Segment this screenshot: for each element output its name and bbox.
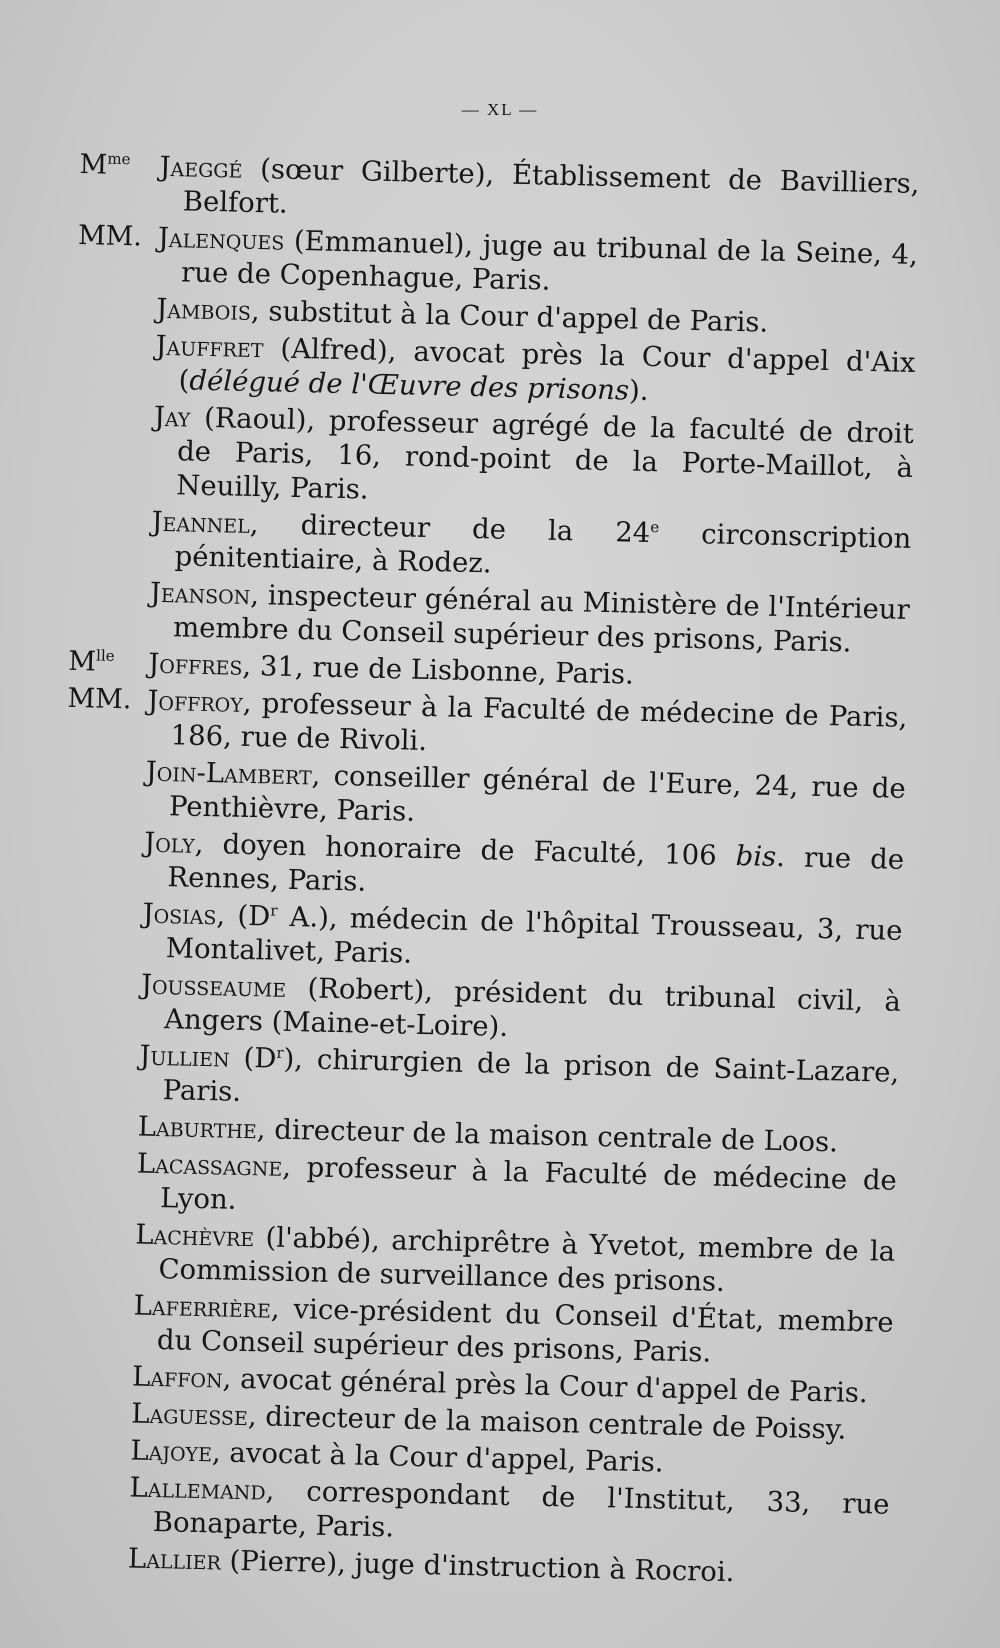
honorific-main: M bbox=[79, 148, 108, 181]
member-name: Jay bbox=[153, 400, 191, 434]
entry-text bbox=[150, 505, 911, 590]
member-details-continued: A.), médecin de l'hôpital Trousseau, 3, rue Montalivet, Paris. bbox=[165, 900, 903, 970]
entry-text bbox=[138, 1039, 899, 1124]
member-details-continued: . rue de Rennes, Paris. bbox=[167, 840, 905, 898]
entry-text bbox=[128, 1470, 889, 1555]
member-details: , avocat à la Cour d'appel, Paris. bbox=[211, 1436, 664, 1479]
page-header: — XL — bbox=[461, 100, 539, 119]
entry-text bbox=[143, 826, 904, 911]
member-name: Jauffret bbox=[155, 329, 264, 365]
honorific-prefix bbox=[51, 1432, 129, 1434]
member-name: Join-Lambert bbox=[145, 755, 313, 792]
entry-text bbox=[158, 150, 919, 235]
member-details: (Emmanuel), juge au tribunal de la Seine, 4, rue de Copenhague, Paris. bbox=[180, 224, 919, 297]
member-details: , inspecteur général au Ministère de l'Intérieur membre du Conseil supérieur des prisons, Paris. bbox=[172, 578, 911, 659]
honorific-main: M bbox=[67, 645, 97, 678]
honorific-prefix bbox=[57, 1145, 135, 1147]
member-name: Jambois bbox=[156, 292, 252, 327]
honorific-prefix bbox=[66, 753, 144, 755]
honorific-prefix bbox=[70, 574, 148, 576]
entry-text bbox=[141, 897, 902, 982]
member-details: (D bbox=[229, 1041, 277, 1075]
honorific-prefix bbox=[77, 290, 155, 292]
member-details: (sœur Gilberte), Établissement de Bavilliers, Belfort. bbox=[182, 152, 920, 220]
entry-text bbox=[146, 684, 907, 769]
italic-text: bis bbox=[735, 840, 777, 873]
member-details: , professeur à la Faculté de médecine de Lyon. bbox=[159, 1150, 898, 1216]
honorific-prefix bbox=[54, 1287, 132, 1289]
member-details: , 31, rue de Lisbonne, Paris. bbox=[242, 649, 635, 691]
member-details: , conseiller général de l'Eure, 24, rue de Penthièvre, Paris. bbox=[168, 759, 907, 828]
member-details: , directeur de la maison centrale de Poissy. bbox=[247, 1400, 847, 1446]
honorific-prefix bbox=[56, 1216, 134, 1218]
member-name: Jousseaume bbox=[140, 968, 287, 1004]
member-name: Lallemand bbox=[129, 1471, 267, 1507]
member-name: Joffroy bbox=[147, 684, 244, 719]
member-name: Laburthe bbox=[137, 1110, 258, 1146]
entry-text bbox=[145, 755, 906, 840]
member-details: , professeur à la Faculté de médecine de Paris, 186, rue de Rivoli. bbox=[170, 686, 908, 758]
entry-text bbox=[154, 329, 915, 414]
member-name: Laffon bbox=[131, 1360, 224, 1395]
honorific-prefix bbox=[53, 1358, 131, 1360]
member-name: Lachèvre bbox=[135, 1218, 255, 1254]
member-details-continued: ), chirurgien de la prison de Saint-Lazare, Paris. bbox=[162, 1042, 900, 1108]
honorific-prefix bbox=[78, 219, 157, 255]
member-details-continued: ). bbox=[628, 374, 649, 407]
member-name: Joly bbox=[143, 826, 196, 860]
honorific-prefix bbox=[76, 327, 154, 329]
honorific-prefix bbox=[58, 1108, 136, 1110]
member-details: , directeur de la 24 bbox=[249, 507, 651, 550]
honorific-prefix bbox=[74, 398, 152, 400]
member-name: Joffres bbox=[147, 647, 243, 682]
member-name: Jalenques bbox=[157, 221, 285, 257]
list-item bbox=[72, 398, 914, 519]
honorific-prefix bbox=[48, 1540, 126, 1542]
member-name: Lallier bbox=[127, 1542, 222, 1577]
honorific-prefix bbox=[68, 645, 147, 681]
member-details: , substitut à la Cour d'appel de Paris. bbox=[250, 294, 769, 339]
member-name: Jeannel bbox=[151, 505, 251, 540]
member-name: Josias bbox=[142, 897, 217, 932]
member-details: , (D bbox=[216, 899, 271, 933]
member-details: (Alfred), avocat près la Cour d'appel d'Aix ( bbox=[178, 332, 916, 397]
honorific-prefix bbox=[52, 1395, 130, 1397]
entry-text bbox=[133, 1289, 894, 1374]
entry-text bbox=[149, 576, 910, 661]
member-details: , vice-président du Conseil d'État, membre du Conseil supérieur des prisons, Paris. bbox=[156, 1292, 894, 1369]
honorific-prefix bbox=[79, 148, 158, 184]
entry-text bbox=[136, 1147, 897, 1232]
member-details: (Robert), président du tribunal civil, à Angers (Maine-et-Loire). bbox=[163, 971, 902, 1043]
ordinal-superscript: e bbox=[650, 518, 660, 537]
member-details-continued: circonscription pénitentiaire, à Rodez. bbox=[174, 517, 912, 580]
honorific-superscript: me bbox=[107, 149, 131, 169]
member-details: (l'abbé), archiprêtre à Yvetot, membre de la Commission de surveillance des prisons. bbox=[158, 1221, 896, 1298]
member-name: Laguesse bbox=[130, 1397, 249, 1433]
member-details: (Pierre), juge d'instruction à Rocroi. bbox=[220, 1544, 735, 1589]
honorific-prefix bbox=[72, 503, 150, 505]
entry-text bbox=[140, 968, 901, 1053]
ordinal-superscript: r bbox=[270, 901, 278, 920]
honorific-prefix bbox=[61, 966, 139, 968]
member-name: Laferrière bbox=[133, 1289, 272, 1325]
member-name: Jeanson bbox=[149, 576, 251, 611]
member-list bbox=[48, 148, 920, 1596]
honorific-prefix bbox=[60, 1037, 138, 1039]
honorific-prefix bbox=[67, 682, 146, 718]
member-name: Jaeggé bbox=[159, 150, 243, 185]
honorific-superscript: lle bbox=[95, 646, 115, 665]
member-details: (Raoul), professeur agrégé de la faculté de droit de Paris, 16, rond-point de la Porte-Maillot, à Neuilly, Paris. bbox=[176, 401, 915, 506]
ordinal-superscript: r bbox=[276, 1043, 284, 1062]
member-name: Jullien bbox=[139, 1039, 231, 1074]
member-details: , correspondant de l'Institut, 33, rue Bonaparte, Paris. bbox=[152, 1474, 890, 1544]
member-name: Lajoye bbox=[130, 1434, 213, 1469]
member-details: , doyen honoraire de Faculté, 106 bbox=[194, 827, 737, 873]
member-details: , directeur de la maison centrale de Loos. bbox=[256, 1113, 839, 1159]
entry-text bbox=[152, 400, 914, 519]
member-name: Lacassagne bbox=[136, 1147, 283, 1183]
honorific-prefix bbox=[63, 895, 141, 897]
honorific-main: MM. bbox=[77, 219, 143, 253]
member-details: , avocat général près la Cour d'appel de Paris. bbox=[222, 1362, 869, 1410]
italic-text: délégué de l'Œuvre des prisons bbox=[189, 364, 630, 407]
honorific-prefix bbox=[65, 824, 143, 826]
honorific-main: MM. bbox=[67, 682, 132, 716]
honorific-prefix bbox=[50, 1469, 128, 1471]
entry-text bbox=[157, 221, 918, 306]
entry-text bbox=[134, 1218, 895, 1303]
